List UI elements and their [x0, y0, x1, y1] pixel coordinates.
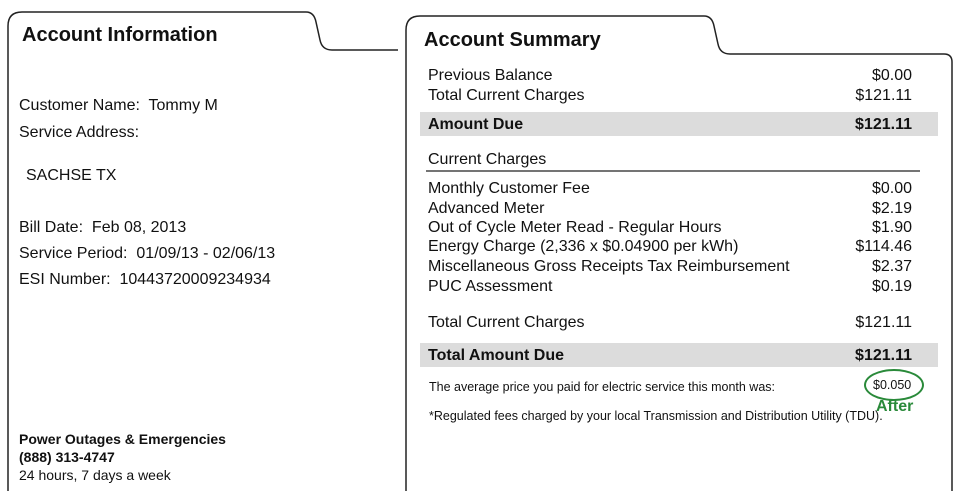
amount-due-value: $121.11 [855, 116, 912, 133]
previous-balance-label: Previous Balance [428, 67, 553, 84]
total-current-charges-label: Total Current Charges [428, 87, 585, 104]
outages-title: Power Outages & Emergencies [19, 431, 226, 447]
total-amount-due-value: $121.11 [855, 347, 912, 364]
outages-hours: 24 hours, 7 days a week [19, 467, 171, 483]
amount-due-label: Amount Due [428, 116, 524, 133]
charge-label: PUC Assessment [428, 278, 553, 295]
avg-price-text: The average price you paid for electric service this month was: [429, 380, 775, 394]
current-charges-heading: Current Charges [428, 151, 547, 168]
charge-label: Energy Charge (2,336 x $0.04900 per kWh) [428, 238, 739, 255]
service-address-value: SACHSE TX [26, 167, 117, 184]
charge-amount: $114.46 [855, 238, 912, 255]
amount-due-row [428, 115, 912, 135]
bill-date-row [19, 219, 186, 237]
current-charges-heading-row [428, 150, 912, 170]
outages-phone: (888) 313-4747 [19, 449, 115, 465]
charge-amount: $0.00 [871, 180, 912, 197]
service-period-value: 01/09/13 - 02/06/13 [136, 245, 276, 262]
previous-balance-value: $0.00 [871, 67, 912, 84]
charge-label: Miscellaneous Gross Receipts Tax Reimbursement [428, 258, 790, 275]
service-period-row [19, 245, 275, 263]
total-current-charges-2-label: Total Current Charges [428, 314, 585, 331]
charge-row [428, 237, 912, 257]
customer-name-value: Tommy M [148, 97, 218, 114]
total-current-charges-row [428, 86, 912, 106]
bill-date-label: Bill Date: [19, 219, 84, 236]
esi-number-row [19, 271, 271, 289]
customer-name-label: Customer Name: [19, 97, 140, 114]
service-period-label: Service Period: [19, 245, 128, 262]
customer-name-row [19, 97, 218, 115]
total-current-charges-value: $121.11 [855, 87, 912, 104]
charge-row [428, 218, 912, 238]
esi-number-value: 10443720009234934 [119, 271, 271, 288]
charge-row [428, 199, 912, 219]
regulated-note: *Regulated fees charged by your local Transmission and Distribution Utility (TDU). [429, 409, 883, 423]
account-information-title: Account Information [22, 24, 218, 46]
esi-number-label: ESI Number: [19, 271, 111, 288]
after-annotation: After [876, 398, 914, 415]
charge-row [428, 277, 912, 297]
charge-amount: $0.19 [871, 278, 912, 295]
total-amount-due-label: Total Amount Due [428, 347, 564, 364]
charge-amount: $2.19 [871, 200, 912, 217]
charge-amount: $2.37 [871, 258, 912, 275]
charge-label: Out of Cycle Meter Read - Regular Hours [428, 219, 722, 236]
charge-label: Monthly Customer Fee [428, 180, 590, 197]
charge-label: Advanced Meter [428, 200, 545, 217]
account-summary-title: Account Summary [424, 29, 601, 51]
total-current-charges-2-value: $121.11 [855, 314, 912, 331]
service-address-label: Service Address: [19, 124, 140, 141]
total-current-charges-2-row [428, 313, 912, 333]
previous-balance-row [428, 66, 912, 86]
charge-row [428, 257, 912, 277]
total-amount-due-row [428, 346, 912, 366]
bill-date-value: Feb 08, 2013 [91, 219, 187, 236]
avg-price-value: $0.050 [873, 378, 912, 392]
charge-row [428, 179, 912, 199]
charge-amount: $1.90 [871, 219, 912, 236]
